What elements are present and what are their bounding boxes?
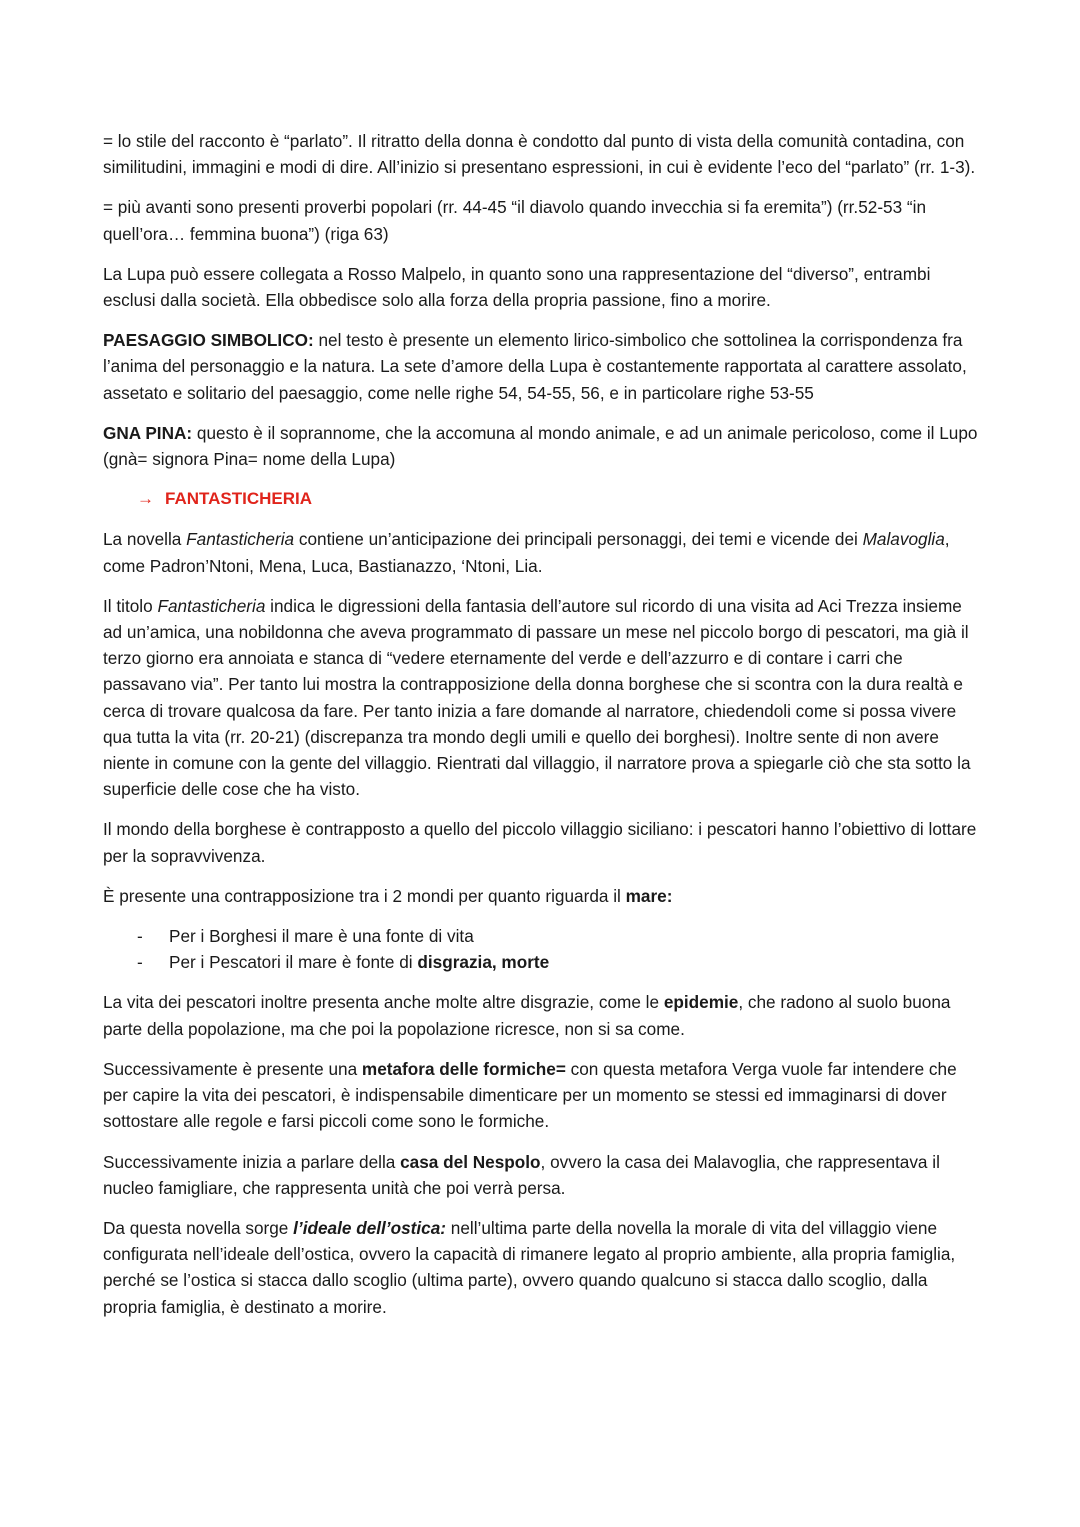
paragraph-text: questo è il soprannome, che la accomuna al mondo animale, e ad un animale pericoloso, come il Lupo (gnà= signora Pina= nome della Lupa) [103, 422, 978, 470]
list-item-text: Per i Pescatori il mare è fonte di [169, 952, 418, 973]
list-item-text: Per i Borghesi il mare è una fonte di vita [169, 926, 474, 947]
paragraph-text: , che radono al suolo buona parte della popolazione, ma che poi la popolazione ricresce, non si sa come. [103, 992, 951, 1039]
term-paesaggio-simbolico: PAESAGGIO SIMBOLICO: [103, 330, 314, 351]
dash-bullet: - [137, 952, 143, 973]
paragraph-text: contiene un’anticipazione dei principali personaggi, dei temi e vicende dei [294, 529, 863, 550]
paragraph-text: Da questa novella sorge [103, 1217, 294, 1238]
title-fantasticheria: Fantasticheria [157, 595, 266, 616]
paragraph-fantasticheria-intro [103, 526, 983, 578]
paragraph-lupa-malpelo [103, 261, 983, 313]
term-casa-nespolo: casa del Nespolo [400, 1151, 541, 1172]
paragraph-text: Successivamente inizia a parlare della [103, 1151, 401, 1172]
paragraph-text: = lo stile del racconto è “parlato”. Il ritratto della donna è condotto dal punto di vista della comunità contadina, con similitudini, immagini e modi di dire. All’inizio si presentano espressioni, in cui è evidente l’eco del “parlato” (rr. 1-3). [103, 131, 976, 178]
mare-list [103, 923, 983, 975]
paragraph-text: , come Padron’Ntoni, Mena, Luca, Bastianazzo, ‘Ntoni, Lia. [103, 529, 950, 576]
paragraph-ostica [103, 1215, 983, 1320]
term-ideale-ostica: l’ideale dell’ostica: [293, 1217, 446, 1238]
paragraph-mondo-borghese [103, 816, 983, 868]
paragraph-text: indica le digressioni della fantasia dell’autore sul ricordo di una visita ad Aci Trezza insieme ad un’amica, una nobildonna che aveva programmato di passare un mese nel piccolo borgo di pescatori, ma già il terzo giorno era annoiata e stanca di “vedere eternamente del verde e dell’azzurro e di contare i carri che passavano via”. Per tanto lui mostra la contrapposizione della donna borghese che si scontra con la dura realtà e cerca di trovare qualcosa da fare. Per tanto inizia a fare domande al narratore, chiedendoli come si possa vivere qua tutta la vita (rr. 20-21) (discrepanza tra mondo degli umili e quello dei borghesi). Inoltre sente di non avere niente in comune con la gente del villaggio. Rientrati dal villaggio, il narratore prova a spiegarle ciò che sta sotto la superficie delle cose che ha visto. [103, 595, 971, 800]
title-malavoglia: Malavoglia [862, 529, 945, 550]
paragraph-text: con questa metafora Verga vuole far intendere che per capire la vita dei pescatori, è indispensabile dimenticare per un momento se stessi ed immaginarsi di dover sottostare alle regole e farsi piccoli come sono le formiche. [103, 1058, 957, 1132]
paragraph-paesaggio [103, 327, 983, 406]
paragraph-text: La novella [103, 529, 187, 550]
section-heading-label: FANTASTICHERIA [165, 489, 313, 509]
paragraph-parlato-style [103, 128, 983, 180]
term-disgrazia: disgrazia, morte [417, 952, 550, 973]
term-gna-pina: GNA PINA: [103, 422, 193, 443]
list-item [103, 949, 983, 975]
paragraph-text: È presente una contrapposizione tra i 2 mondi per quanto riguarda il [103, 885, 626, 906]
paragraph-text: nel testo è presente un elemento lirico-simbolico che sottolinea la corrispondenza fra l’anima del personaggio e la natura. La sete d’amore della Lupa è costantemente rapportata al carattere assolato, assetato e solitario del paesaggio, come nelle righe 54, 54-55, 56, e in particolare righe 53-55 [103, 330, 967, 403]
paragraph-text: = più avanti sono presenti proverbi popolari (rr. 44-45 “il diavolo quando invecchia si fa eremita”) (rr.52-53 “in quell’ora… femmina buona”) (riga 63) [103, 197, 927, 244]
term-metafora-formiche: metafora delle formiche= [361, 1058, 566, 1079]
paragraph-proverbs [103, 194, 983, 246]
paragraph-text: La Lupa può essere collegata a Rosso Malpelo, in quanto sono una rappresentazione del “diverso”, entrambi esclusi dalla società. Ella obbedisce solo alla forza della propria passione, fino a morire. [103, 263, 931, 311]
paragraph-nespolo [103, 1149, 983, 1201]
paragraph-text: Il titolo [103, 595, 158, 616]
section-heading [103, 486, 983, 512]
paragraph-epidemie [103, 989, 983, 1041]
paragraph-titolo [103, 593, 983, 803]
paragraph-formiche [103, 1056, 983, 1135]
list-item [103, 923, 983, 949]
paragraph-text: Il mondo della borghese è contrapposto a quello del piccolo villaggio siciliano: i pescatori hanno l’obiettivo di lottare per la sopravvivenza. [103, 819, 977, 866]
dash-bullet: - [137, 926, 143, 947]
term-epidemie: epidemie [663, 992, 739, 1013]
title-fantasticheria: Fantasticheria [186, 529, 295, 550]
paragraph-gna-pina [103, 420, 983, 472]
paragraph-text: Successivamente è presente una [103, 1058, 362, 1079]
paragraph-text: nell’ultima parte della novella la morale di vita del villaggio viene configurata nell’ideale dell’ostica, ovvero la capacità di rimanere legato al proprio ambiente, alla propria famiglia, perché se l’ostica si stacca dallo scoglio (ultima parte), ovvero quando qualcuno si stacca dallo scoglio, dalla propria famiglia, è destinato a morire. [103, 1217, 956, 1317]
paragraph-contrapposizione [103, 883, 983, 909]
term-mare: mare: [625, 885, 673, 906]
paragraph-text: , ovvero la casa dei Malavoglia, che rappresentava il nucleo famigliare, che rappresenta unità che poi verrà persa. [103, 1151, 940, 1198]
document-page [103, 128, 983, 1334]
arrow-right-icon: → [137, 489, 154, 509]
paragraph-text: La vita dei pescatori inoltre presenta anche molte altre disgrazie, come le [103, 992, 664, 1013]
